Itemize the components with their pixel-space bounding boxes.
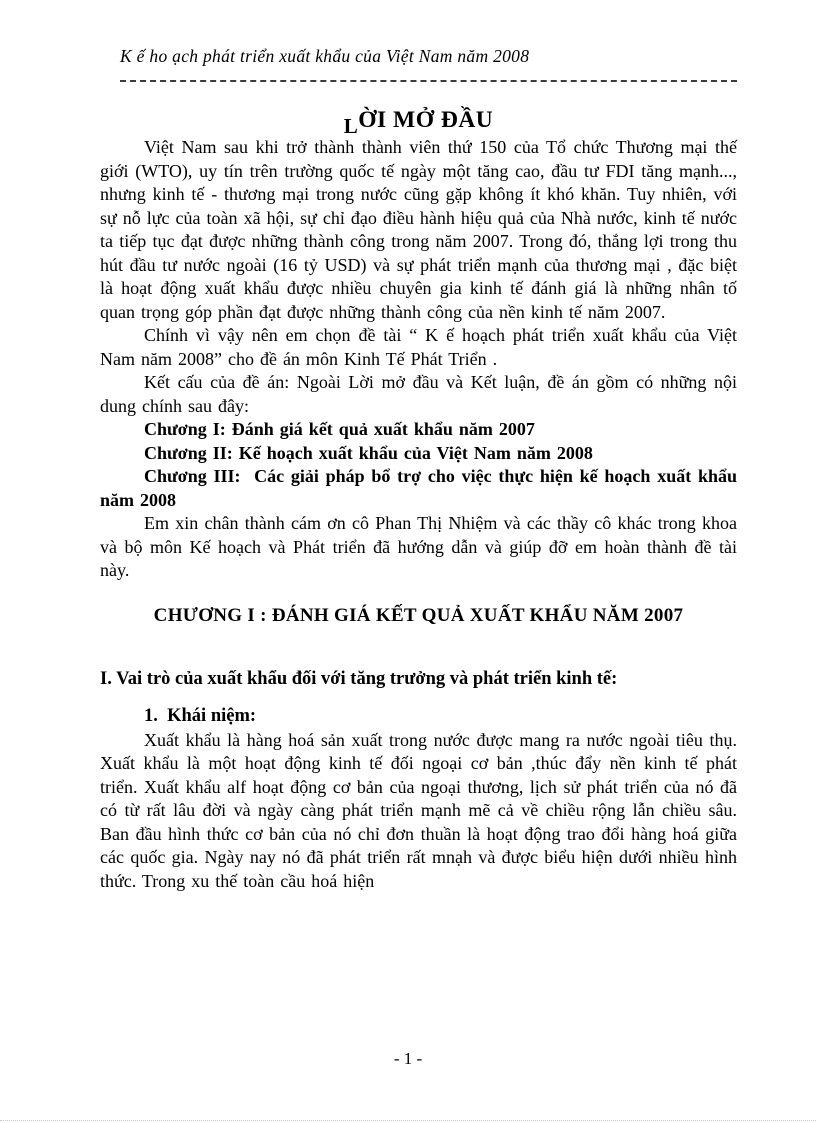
page-number: - 1 - (393, 1049, 423, 1068)
page-bottom-edge (0, 1120, 816, 1121)
paragraph-acknowledgement: Em xin chân thành cám ơn cô Phan Thị Nhiệm và các thầy cô khác trong khoa và bộ môn Kế hoạch và Phát triển đã hướng dẫn và giúp đỡ em hoàn thành đề tài này. (100, 513, 737, 580)
running-header: K ế ho ạch phát triển xuất khẩu của Việt Nam năm 2008 (120, 46, 530, 66)
chapter-item-2: Chương II: Kế hoạch xuất khẩu của Việt Nam năm 2008 (144, 442, 593, 463)
subsection1-heading: 1. Khái niệm: (144, 706, 257, 726)
header-divider (120, 80, 737, 82)
chapter-item-1: Chương I: Đánh giá kết quả xuất khẩu năm 2007 (144, 419, 535, 439)
title-text: ỜI MỞ ĐẦU (358, 107, 494, 133)
paragraph-definition: Xuất khẩu là hàng hoá sản xuất trong nước được mang ra nước ngoài tiêu thụ. Xuất khẩu là một hoạt động kinh tế đối ngoại cơ bản ,thúc đẩy nền kinh tế phát triển. Xuất khẩu alf hoạt động cơ bản của ngoại thương, lịch sử phát triển của nó đã có từ rất lâu đời và ngày càng phát triển mạnh mẽ cả về chiều rộng lẫn chiều sâu. Ban đầu hình thức cơ bản của nó chỉ đơn thuần là hoạt động trao đổi hàng hoá giữa các quốc gia. Ngày nay nó đã phát triển rất mnạh và được biểu hiện dưới nhiều hình thức. Trong xu thế toàn cầu hoá hiện (100, 729, 737, 891)
paragraph-intro: Việt Nam sau khi trở thành thành viên thứ 150 của Tổ chức Thương mại thế giới (WTO), uy tín trên trường quốc tế ngày một tăng cao, đầu tư FDI tăng mạnh..., nhưng kinh tế - thương mại trong nước cũng gặp không ít khó khăn. Tuy nhiên, với sự nỗ lực của toàn xã hội, sự chỉ đạo điều hành hiệu quả của Nhà nước, kinh tế nước ta tiếp tục đạt được những thành công trong năm 2007. Trong đó, thắng lợi trong thu hút đầu tư nước ngoài (16 tỷ USD) và sự phát triển mạnh của thương mại , đặc biệt là hoạt động xuất khẩu được nhiều chuyên gia kinh tế đánh giá là những nhân tố quan trọng góp phần đạt được những thành công của nền kinh tế năm 2007. (100, 137, 737, 322)
page-title (100, 104, 737, 136)
section1-heading: I. Vai trò của xuất khẩu đối với tăng trưởng và phát triển kinh tế: (100, 668, 618, 689)
title-dropped-initial: L (343, 114, 359, 138)
paragraph-topic-choice: Chính vì vậy nên em chọn đề tài “ K ế hoạch phát triển xuất khẩu của Việt Nam năm 2008” cho đề án môn Kinh Tế Phát Triển . (100, 325, 737, 369)
chapter-item-3: Chương III: Các giải pháp bổ trợ cho việc thực hiện kế hoạch xuất khẩu năm 2008 (100, 466, 737, 510)
chapter1-heading: CHƯƠNG I : ĐÁNH GIÁ KẾT QUẢ XUẤT KHẨU NĂM 2007 (153, 604, 684, 626)
paragraph-structure: Kết cấu của đề án: Ngoài Lời mở đầu và Kết luận, đề án gồm có những nội dung chính sau đây: (100, 372, 737, 416)
